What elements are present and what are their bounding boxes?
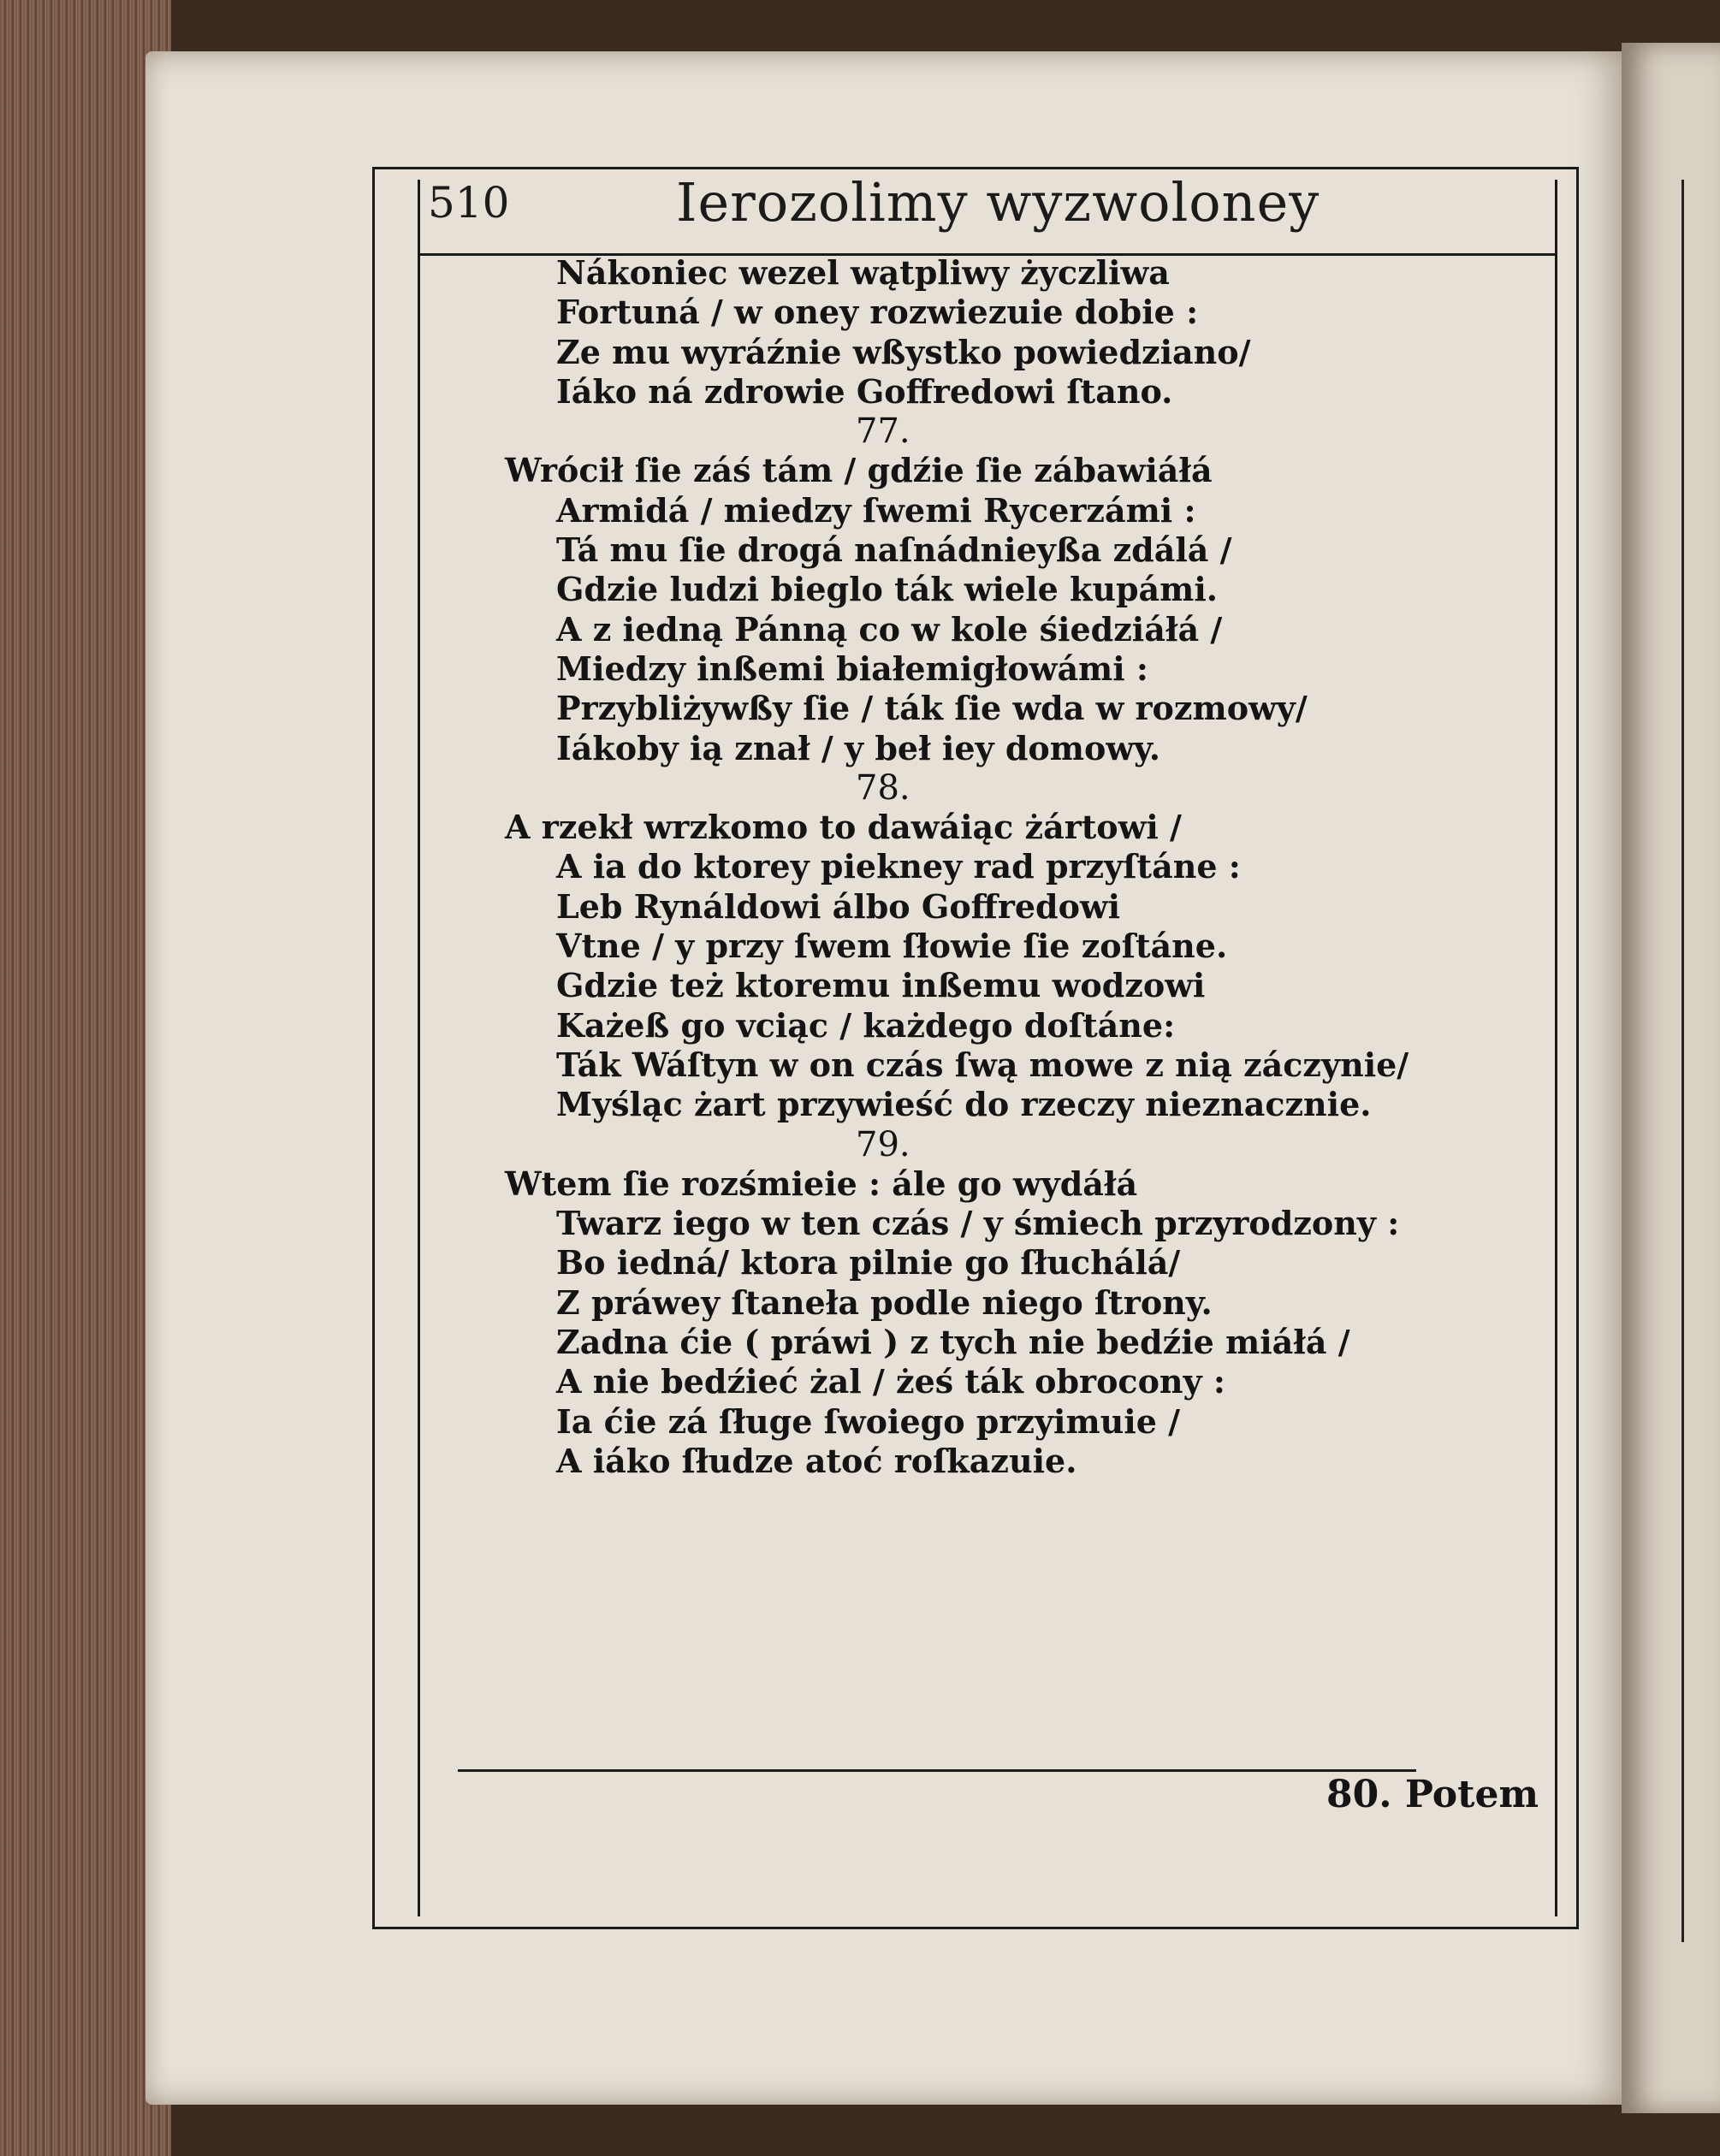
poem-text <box>505 253 1532 1481</box>
stanza-number: 77. <box>856 412 910 452</box>
catchword: 80. Potem <box>1326 1773 1539 1816</box>
footer-rule <box>458 1769 1416 1772</box>
verse-line: Gdzie też ktoremu inßemu wodzowi <box>556 966 1206 1005</box>
verse-line: Vtne / y przy ſwem ſłowie ſie zoſtáne. <box>556 927 1228 966</box>
stanza-number: 78. <box>856 767 910 808</box>
verse-line: Wtem ſie rozśmieie : ále go wydáłá <box>505 1164 1138 1203</box>
verse-line: Ia ćie zá ſługe ſwoiego przyimuie / <box>556 1401 1181 1441</box>
verse-line: A iáko ſłudze atoć roſkazuie. <box>556 1441 1077 1480</box>
verse-line: A ia do ktorey piekney rad przyſtáne : <box>556 847 1241 886</box>
facing-page <box>1622 43 1720 2113</box>
verse-line: Zadna ćie ( práwi ) z tych nie bedźie miáłá / <box>556 1323 1350 1362</box>
verse-line: Iákoby ią znał / y beł iey domowy. <box>556 728 1160 767</box>
verse-line: Gdzie ludzi bieglo ták wiele kupámi. <box>556 570 1219 609</box>
verse-line: Każeß go vciąc / każdego doſtáne: <box>556 1005 1176 1045</box>
facing-page-rule <box>1681 180 1684 1942</box>
verse-line: Z práwey ſtaneła podle niego ſtrony. <box>556 1282 1213 1322</box>
verse-line: Wrócił ſie záś tám / gdźie ſie zábawiáłá <box>505 451 1213 490</box>
verse-line: Iáko ná zdrowie Goffredowi ſtano. <box>556 371 1173 411</box>
verse-line: Armidá / miedzy ſwemi Rycerzámi : <box>556 490 1196 530</box>
verse-line: Miedzy inßemi białemigłowámi : <box>556 649 1148 688</box>
verse-line: Fortuná / w oney rozwiezuie dobie : <box>556 293 1199 332</box>
verse-line: Myśląc żart przywieść do rzeczy nieznacznie. <box>556 1085 1372 1124</box>
verse-line: A rzekł wrzkomo to dawáiąc żártowi / <box>505 808 1182 847</box>
verse-line: Ták Wáſtyn w on czás ſwą mowe z nią záczynie/ <box>556 1045 1409 1084</box>
verse-line: Ze mu wyráźnie wßystko powiedziano/ <box>556 332 1251 371</box>
verse-line: A z iedną Pánną co w kole śiedziáłá / <box>556 609 1223 649</box>
verse-line: Przybliżywßy ſie / ták ſie wda w rozmowy/ <box>556 689 1308 728</box>
verse-line: A nie bedźieć żal / żeś ták obrocony : <box>556 1362 1225 1401</box>
verse-line: Tá mu ſie drogá naſnádnieyßa zdálá / <box>556 530 1232 570</box>
stanza-number: 79. <box>856 1124 910 1164</box>
verse-line: Leb Rynáldowi álbo Goffredowi <box>556 886 1121 926</box>
page-number: 510 <box>428 178 510 228</box>
verse-line: Nákoniec wezel wątpliwy życzliwa <box>556 253 1170 292</box>
running-title: Ierozolimy wyzwoloney <box>676 171 1320 234</box>
verse-line: Twarz iego w ten czás / y śmiech przyrodzony : <box>556 1204 1400 1243</box>
verse-line: Bo iedná/ ktora pilnie go ſłuchálá/ <box>556 1243 1181 1282</box>
